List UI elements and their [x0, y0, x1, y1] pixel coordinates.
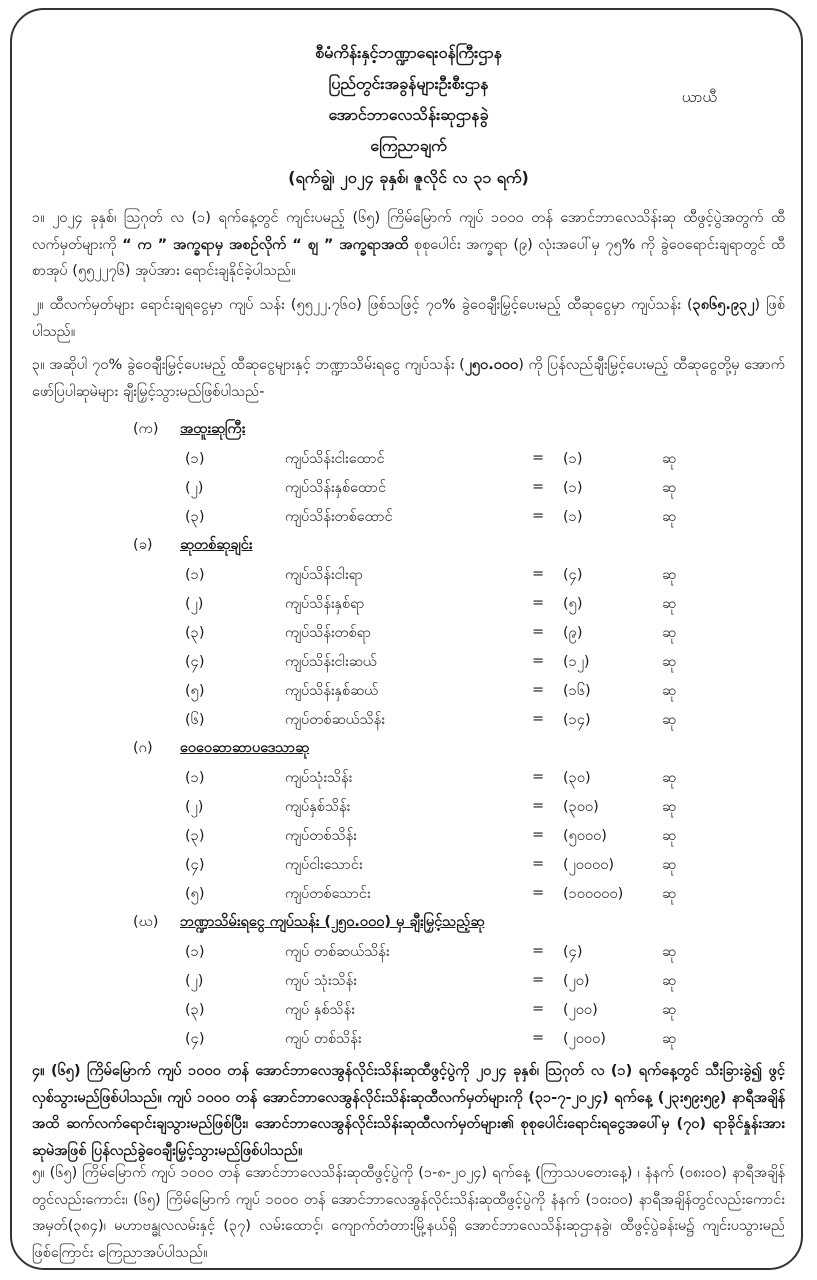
prize-count: (၅၀၀၀) [563, 828, 607, 844]
paragraph-text: (၆၅) ကြိမ်မြောက် ကျပ် ၁၀၀၀ တန် အောင်ဘာလေသိန်းဆုထီဖွင့်ပွဲကို (၁-၈-၂၀၂၄) ရက်နေ့ (ကြာသပတေးနေ့) ၊ နံနက် (၀၈း၀၀) နာရီအချိန်တွင်လည်းကောင်း၊ (၆၅) ကြိမ်မြောက် ကျပ် ၁၀၀၀ တန် အောင်ဘာလေအွန်လိုင်းသိန်းဆုထီဖွင့်ပွဲကို နံနက် (၁၀း၀၀) နာရီအချိန်တွင်လည်းကောင်း အမှတ်(၃၈၄)၊ မဟာဗန္ဓုလလမ်းနှင့် (၃၇) လမ်းထောင့်၊ ကျောက်တံတားမြို့နယ်ရှိ အောင်ဘာလေသိန်းဆုဌာနခွဲ၊ ထီဖွင့်ပွဲခန်းမ၌ ကျင်းပသွားမည်ဖြစ်ကြောင်း ကြေညာအပ်ပါသည်။ [32, 1165, 785, 1261]
prize-unit: ဆု [662, 683, 677, 699]
paragraph-number: ၁။ [32, 210, 45, 226]
prize-count: (၁၂) [563, 654, 590, 670]
prize-number: (၄) [185, 654, 205, 670]
equals-sign: = [532, 856, 545, 872]
prize-number: (၂) [185, 973, 204, 989]
prize-number: (၄) [185, 857, 205, 873]
paragraph-bold-text: “ က ” အက္ခရာမှ အစဉ်လိုက် “ ဈ ” အက္ခရာအထိ [122, 236, 409, 253]
prize-count: (၂၀၀) [563, 1002, 598, 1018]
equals-sign: = [532, 798, 545, 814]
prize-unit: ဆု [662, 770, 677, 786]
prize-unit: ဆု [662, 944, 677, 960]
prize-unit: ဆု [662, 625, 677, 641]
prize-number: (၃) [185, 1002, 205, 1018]
paragraph-4 [32, 1058, 785, 1164]
announcement-label: ကြေညာချက် [370, 136, 447, 155]
prize-number: (၃) [185, 509, 205, 525]
prize-amount: ကျပ်သိန်းနှစ်ဆယ် [285, 683, 379, 699]
prize-unit: ဆု [662, 973, 677, 989]
paragraph-text: ၂၀၂၄ ခုနှစ်၊ ဩဂုတ် လ (၁) ရက်နေ့တွင် ကျင်းပမည့် (၆၅) ကြိမ်မြောက် ကျပ် ၁၀၀၀ တန် အောင်ဘာလေသိန်းဆု ထီဖွင့်ပွဲအတွက် ထီလက်မှတ်များကို [32, 210, 786, 253]
category-label: (က) [133, 421, 159, 437]
prize-amount: ကျပ်ငါးသောင်း [285, 857, 363, 873]
paragraph-number: ၅။ [32, 1165, 45, 1181]
prize-row [185, 1030, 705, 1054]
prize-number: (၂) [185, 596, 204, 612]
prize-count: (၂၀၀၀) [563, 1031, 606, 1047]
prize-amount: ကျပ်တစ်သောင်း [285, 886, 371, 902]
equals-sign: = [532, 450, 545, 466]
prize-amount: ကျပ်သိန်းငါးထောင် [285, 451, 385, 467]
prize-number: (၃) [185, 625, 205, 641]
paragraph-number: ၂။ [32, 297, 44, 313]
prize-amount: ကျပ် နှစ်သိန်း [285, 1002, 355, 1018]
prize-number: (၁) [185, 567, 205, 583]
paragraph-bold-text: ၃၈၆၅.၉၃၂ [692, 297, 755, 313]
prize-amount: ကျပ်နှစ်သိန်း [285, 799, 351, 815]
prize-row [185, 595, 705, 619]
prize-number: (၄) [185, 1031, 205, 1047]
prize-row [185, 1001, 705, 1025]
category-label: (ခ) [133, 537, 153, 553]
reference-label: ယာယီ [681, 88, 717, 106]
paragraph-number: ၃။ [32, 357, 45, 373]
prize-amount: ကျပ် တစ်ဆယ်သိန်း [285, 944, 390, 960]
equals-sign: = [532, 624, 545, 640]
prize-amount: ကျပ်တစ်သိန်း [285, 828, 357, 844]
prize-row [185, 508, 705, 532]
equals-sign: = [532, 682, 545, 698]
equals-sign: = [532, 566, 545, 582]
prize-unit: ဆု [662, 799, 677, 815]
prize-number: (၃) [185, 828, 205, 844]
prize-unit: ဆု [662, 712, 677, 728]
prize-count: (၁၄) [563, 712, 591, 728]
prize-number: (၅) [185, 683, 205, 699]
prize-count: (၃၀၀) [563, 799, 599, 815]
paragraph-text: ) ဖြစ်ပါသည်။ [32, 297, 785, 340]
prize-row [185, 798, 705, 822]
category-title: အထူးဆုကြီး [180, 421, 246, 437]
prize-unit: ဆု [662, 509, 677, 525]
prize-row [185, 769, 705, 793]
prize-category [133, 420, 245, 441]
prize-count: (၄) [563, 944, 583, 960]
paragraph-5 [32, 1160, 785, 1266]
paragraph-text: ) ကို ပြန်လည်ချီးမြှင့်ပေးမည့် ထီဆုငွေတို့မှ အောက်ဖော်ပြပါဆုမဲများ ချီးမြှင့်သွားမည်ဖြစ်ပါသည်- [32, 357, 785, 400]
prize-number: (၁) [185, 451, 205, 467]
paragraph-bold-text: ၂၅၀.၀၀၀ [464, 357, 519, 373]
paragraph-2 [32, 292, 785, 345]
announcement-date: (ရက်ချွဲ၊ ၂၀၂၄ ခုနှစ်၊ ဇူလိုင် လ ၃၁ ရက်) [288, 168, 529, 187]
prize-number: (၂) [185, 480, 204, 496]
prize-count: (၂၀) [563, 973, 590, 989]
department-title: ပြည်တွင်းအခွန်များဦးစီးဌာန [328, 74, 489, 93]
prize-row [185, 566, 705, 590]
prize-row [185, 827, 705, 851]
category-label: (ဃ) [133, 914, 159, 930]
prize-number: (၆) [185, 712, 205, 728]
equals-sign: = [532, 943, 545, 959]
prize-count: (၂၀၀၀၀) [563, 857, 615, 873]
paragraph-text: (၆၅) ကြိမ်မြောက် ကျပ် ၁၀၀၀ တန် အောင်ဘာလေအွန်လိုင်းသိန်းဆုထီဖွင့်ပွဲကို ၂၀၂၄ ခုနှစ်၊ ဩဂုတ် လ (၁) ရက်နေ့တွင် သီးခြားခွဲ၍ ဖွင့်လှစ်သွားမည်ဖြစ်ပါသည်။ ကျပ် ၁၀၀၀ တန် အောင်ဘာလေအွန်လိုင်းသိန်းဆုထီလက်မှတ်များကို (၃၁-၇-၂၀၂၄) ရက်နေ့ (၂၃း၅၉း၅၉) နာရီအချိန်အထိ ဆက်လက်ရောင်းချသွားမည်ဖြစ်ပြီး၊ အောင်ဘာလေအွန်လိုင်းသိန်းဆုထီလက်မှတ်များ၏ စုစုပေါင်းရောင်းရငွေအပေါ်မှ (၇၀) ရာခိုင်နှုန်းအား ဆုမဲအဖြစ် ပြန်လည်ခွဲဝေချီးမြှင့်သွားမည်ဖြစ်ပါသည်။ [32, 1063, 785, 1159]
prize-amount: ကျပ်တစ်ဆယ်သိန်း [285, 712, 385, 728]
prize-unit: ဆု [662, 567, 677, 583]
prize-row [185, 943, 705, 967]
paragraph-text: ထီလက်မှတ်များ ရောင်းချရငွေမှာ ကျပ် သန်း (၅၅၂၂.၇၆၀) ဖြစ်သဖြင့် ၇၀% ခွဲဝေချီးမြှင့်ပေးမည့် ထီဆုငွေမှာ ကျပ်သန်း ( [49, 297, 693, 313]
prize-count: (၁၆) [563, 683, 591, 699]
prize-category [133, 536, 253, 557]
category-title: ဆုတစ်ဆုချင်း [180, 537, 253, 553]
prize-count: (၁) [563, 509, 583, 525]
category-label: (ဂ) [133, 740, 153, 756]
prize-row [185, 682, 705, 706]
prize-unit: ဆု [662, 1002, 677, 1018]
paragraph-text: စုစုပေါင်း အက္ခရာ (၉) လုံးအပေါ်မှ ၇၅% ကို ခွဲဝေရောင်းချရာတွင် ထီစာအုပ် (၅၅၂၂၇၆) အုပ်အား ရောင်းချနိုင်ခဲ့ပါသည်။ [32, 236, 786, 279]
prize-row [185, 885, 705, 909]
prize-number: (၁) [185, 770, 205, 786]
prize-number: (၁) [185, 944, 205, 960]
prize-amount: ကျပ် သုံးသိန်း [285, 973, 357, 989]
prize-count: (၁) [563, 451, 583, 467]
equals-sign: = [532, 827, 545, 843]
equals-sign: = [532, 1001, 545, 1017]
prize-category [133, 913, 484, 934]
prize-unit: ဆု [662, 1031, 677, 1047]
prize-unit: ဆု [662, 886, 677, 902]
prize-unit: ဆု [662, 857, 677, 873]
equals-sign: = [532, 1030, 545, 1046]
paragraph-number: ၄။ [32, 1063, 45, 1079]
prize-row [185, 856, 705, 880]
prize-count: (၃၀) [563, 770, 591, 786]
prize-row [185, 653, 705, 677]
prize-amount: ကျပ် တစ်သိန်း [285, 1031, 362, 1047]
equals-sign: = [532, 479, 545, 495]
ministry-title: စီမံကိန်းနှင့်ဘဏ္ဍာရေးဝန်ကြီးဌာန [315, 43, 502, 62]
prize-count: (၉) [563, 625, 583, 641]
equals-sign: = [532, 711, 545, 727]
prize-row [185, 450, 705, 474]
prize-count: (၄) [563, 567, 583, 583]
prize-row [185, 624, 705, 648]
prize-amount: ကျပ်သိန်းတစ်ရာ [285, 625, 372, 641]
prize-unit: ဆု [662, 451, 677, 467]
equals-sign: = [532, 885, 545, 901]
prize-category [133, 739, 309, 760]
prize-row [185, 972, 705, 996]
prize-unit: ဆု [662, 654, 677, 670]
prize-row [185, 711, 705, 735]
prize-amount: ကျပ်သိန်းငါးရာ [285, 567, 364, 583]
paragraph-3 [32, 352, 785, 405]
equals-sign: = [532, 769, 545, 785]
prize-number: (၅) [185, 886, 205, 902]
office-title: အောင်ဘာလေသိန်းဆုဌာနခွဲ [328, 105, 489, 124]
prize-count: (၁၀၀၀၀၀) [563, 886, 624, 902]
paragraph-text: အဆိုပါ ၇၀% ခွဲဝေချီးမြှင့်ပေးမည့် ထီဆုငွေများနှင့် ဘဏ္ဍာသိမ်းရငွေ ကျပ်သန်း ( [49, 357, 465, 373]
prize-count: (၁) [563, 480, 583, 496]
prize-amount: ကျပ်သိန်းနှစ်ထောင် [285, 480, 387, 496]
category-title: ဝေဝေဆာဆာပဒေသာဆု [180, 740, 310, 756]
category-title: ဘဏ္ဍာသိမ်းရငွေ ကျပ်သန်း (၂၅၀.၀၀၀) မှ ချီးမြှင့်သည့်ဆု [180, 914, 485, 930]
prize-count: (၅) [563, 596, 583, 612]
prize-number: (၂) [185, 799, 204, 815]
prize-unit: ဆု [662, 480, 677, 496]
prize-amount: ကျပ်သိန်းတစ်ထောင် [285, 509, 393, 525]
prize-amount: ကျပ်သုံးသိန်း [285, 770, 353, 786]
equals-sign: = [532, 508, 545, 524]
equals-sign: = [532, 653, 545, 669]
prize-unit: ဆု [662, 596, 677, 612]
prize-amount: ကျပ်သိန်းငါးဆယ် [285, 654, 377, 670]
prize-unit: ဆု [662, 828, 677, 844]
paragraph-1 [32, 205, 785, 285]
equals-sign: = [532, 595, 545, 611]
prize-row [185, 479, 705, 503]
equals-sign: = [532, 972, 545, 988]
prize-amount: ကျပ်သိန်းနှစ်ရာ [285, 596, 365, 612]
